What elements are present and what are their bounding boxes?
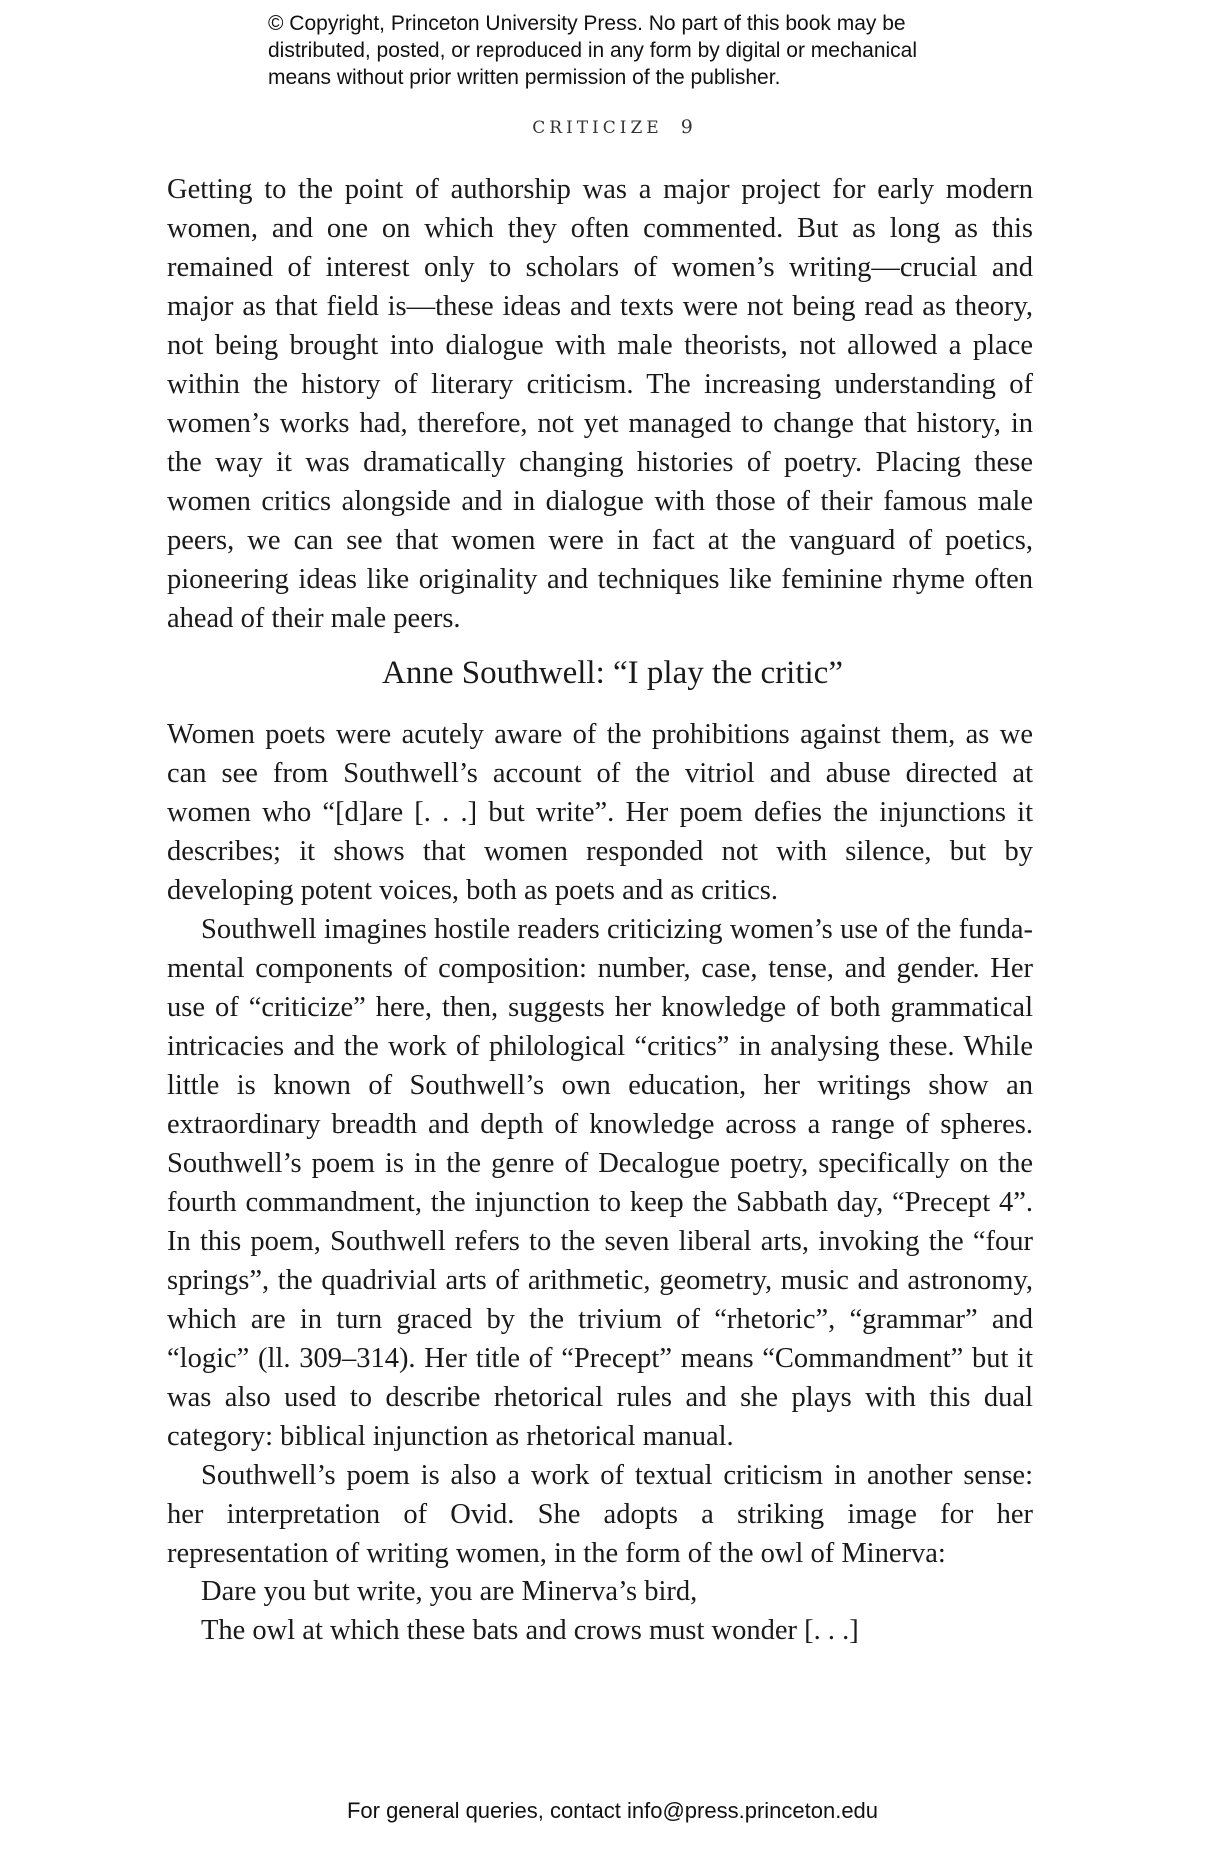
page-number: 9 bbox=[680, 116, 693, 138]
verse-line: Dare you but write, you are Minerva’s bird, bbox=[201, 1576, 698, 1607]
verse-quotation bbox=[201, 1572, 859, 1650]
body-text-top bbox=[167, 170, 1033, 638]
paragraph: Southwell’s poem is also a work of textual criticism in another sense: her interpretation of Ovid. She adopts a striking image for her representation of writing women, in the form of the owl of Minerva: bbox=[167, 1460, 1033, 1569]
section-heading: Anne Southwell: “I play the critic” bbox=[382, 655, 843, 691]
paragraph: Southwell imagines hostile readers criticizing women’s use of the fundamental components of composition: number, case, tense, and gender. Her use of “criticize” here, then, suggests her knowledge of both grammatical intricacies and the work of philological “critics” in analysing these. While little is known of Southwell’s own education, her writings show an extraordinary breadth and depth of knowledge across a range of spheres. Southwell’s poem is in the genre of Decalogue poetry, specifically on the fourth commandment, the injunction to keep the Sabbath day, “Precept 4”. In this poem, Southwell refers to the seven liberal arts, invoking the “four springs”, the quadrivial arts of arithmetic, geometry, music and astronomy, which are in turn graced by the trivium of “rhetoric”, “grammar” and “logic” (ll. 309–314). Her title of “Precept” means “Commandment” but it was also used to describe rhetorical rules and she plays with this dual category: biblical injunction as rhetorical manual. bbox=[167, 914, 1033, 1452]
body-text-section bbox=[167, 715, 1033, 1573]
verse-line: The owl at which these bats and crows must wonder [. . .] bbox=[201, 1615, 859, 1646]
copyright-line: © Copyright, Princeton University Press. No part of this book may be bbox=[268, 12, 906, 35]
running-head bbox=[0, 116, 1225, 138]
paragraph: Women poets were acutely aware of the prohibitions against them, as we can see from Southwell’s account of the vitriol and abuse directed at women who “[d]are [. . .] but write”. Her poem defies the injunctions it describes; it shows that women responded not with silence, but by developing potent voices, both as poets and as critics. bbox=[167, 719, 1033, 906]
paragraph: Getting to the point of authorship was a major project for early modern women, and one on which they often commented. But as long as this remained of interest only to scholars of women’s writing—crucial and major as that field is—these ideas and texts were not being read as theory, not being brought into dialogue with male theorists, not allowed a place within the history of literary criticism. The increasing understanding of women’s works had, therefore, not yet managed to change that history, in the way it was dramatically changing histories of poetry. Placing these women critics alongside and in dialogue with those of their famous male peers, we can see that women were in fact at the vanguard of poetics, pioneering ideas like originality and techniques like feminine rhyme often ahead of their male peers. bbox=[167, 174, 1033, 634]
copyright-line: distributed, posted, or reproduced in any form by digital or mechanical bbox=[268, 39, 918, 62]
footer-contact: For general queries, contact info@press.princeton.edu bbox=[346, 1798, 879, 1823]
copyright-line: means without prior written permission of the publisher. bbox=[268, 66, 781, 89]
running-head-title: CRITICIZE bbox=[532, 118, 663, 138]
copyright-notice bbox=[268, 10, 988, 91]
